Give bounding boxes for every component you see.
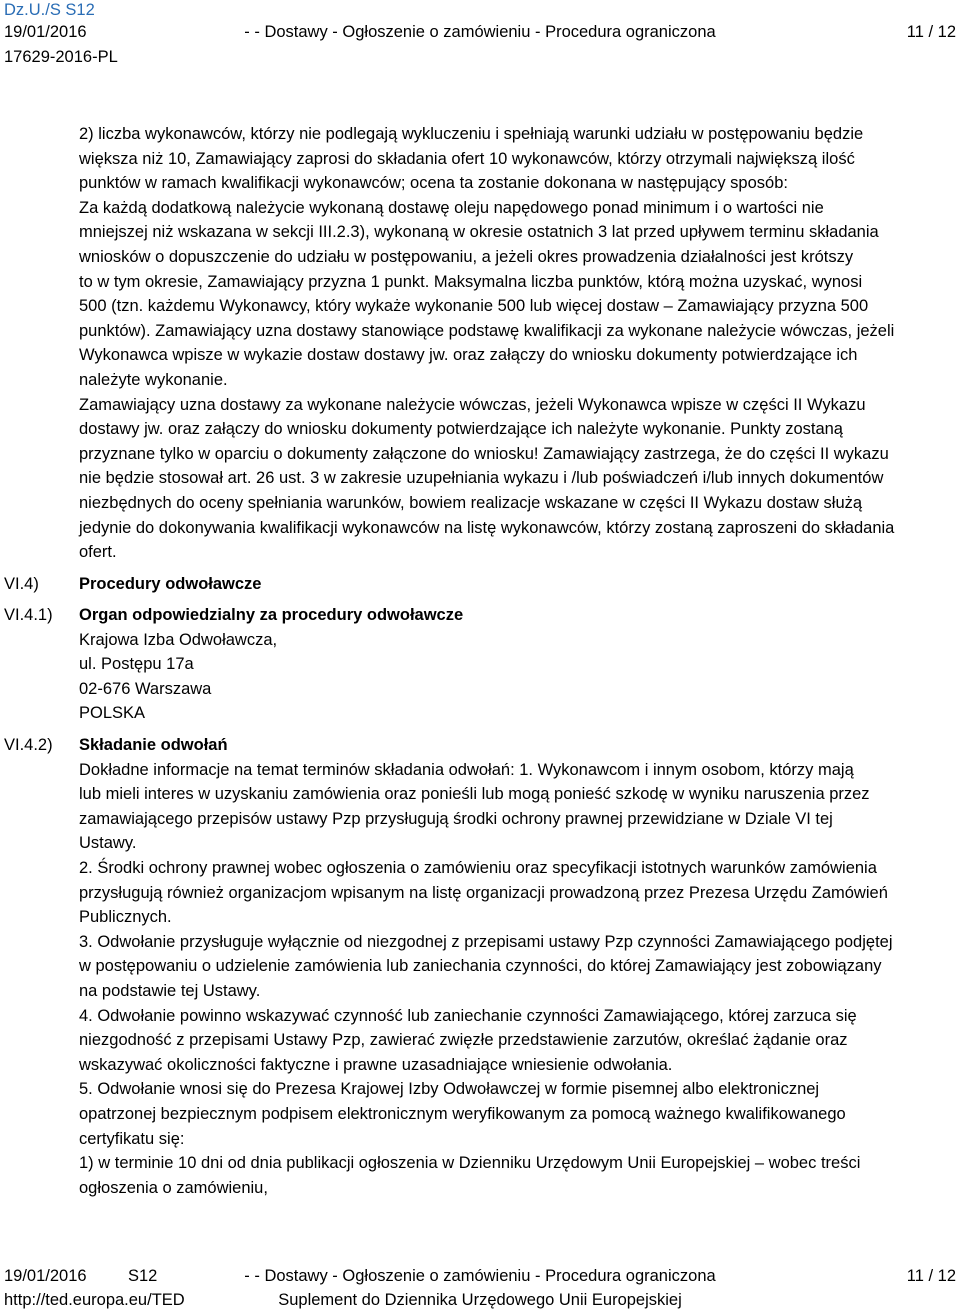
body-line: Wykonawca wpisze w wykazie dostaw dostawy jw. oraz załączy do wniosku dokumenty potwierdzające ich bbox=[79, 346, 858, 365]
section-number: VI.4) bbox=[4, 575, 39, 593]
body-line: większa niż 10, Zamawiający zaprosi do składania ofert 10 wykonawców, którzy otrzymali największą ilość bbox=[79, 149, 855, 168]
body-line: ofert. bbox=[79, 543, 117, 562]
header-date: 19/01/2016 bbox=[4, 23, 87, 41]
body-line: Za każdą dodatkową należycie wykonaną dostawę oleju napędowego ponad minimum i o wartości nie bbox=[79, 198, 824, 217]
footer-date: 19/01/2016 bbox=[4, 1267, 87, 1285]
body-line: jedynie do dokonywania kwalifikacji wykonawców na listę wykonawców, którzy zostaną zaproszeni do składania bbox=[79, 518, 895, 537]
address-line: 02-676 Warszawa bbox=[79, 679, 212, 698]
header-title: - - Dostawy - Ogłoszenie o zamówieniu - Procedura ograniczona bbox=[244, 23, 716, 41]
section-heading-text: Składanie odwołań bbox=[79, 736, 228, 754]
appeal-line: ogłoszenia o zamówieniu, bbox=[79, 1178, 268, 1197]
appeal-line: wskazywać okoliczności faktyczne i prawne uzasadniające wniesienie odwołania. bbox=[79, 1055, 673, 1074]
footer-title: - - Dostawy - Ogłoszenie o zamówieniu - Procedura ograniczona bbox=[244, 1267, 716, 1285]
footer-url: http://ted.europa.eu/TED bbox=[4, 1291, 185, 1309]
section-number: VI.4.1) bbox=[4, 606, 53, 624]
appeal-line: 5. Odwołanie wnosi się do Prezesa Krajowej Izby Odwoławczej w formie pisemnej albo elektronicznej bbox=[79, 1080, 820, 1099]
appeal-line: Dokładne informacje na temat terminów składania odwołań: 1. Wykonawcom i innym osobom, którzy mają bbox=[79, 760, 854, 779]
body-line: 2) liczba wykonawców, którzy nie podlegają wykluczeniu i spełniają warunki udziału w postępowaniu będzie bbox=[79, 125, 864, 143]
body-line: mniejszej niż wskazana w sekcji III.2.3), wykonaną w okresie ostatnich 3 lat przed upływem terminu składania bbox=[79, 223, 879, 242]
body-text bbox=[79, 122, 959, 565]
review-body-section bbox=[79, 603, 959, 726]
address-line: ul. Postępu 17a bbox=[79, 655, 194, 674]
body-line: Zamawiający uzna dostawy za wykonane należycie wówczas, jeżeli Wykonawca wpisze w części II Wykazu bbox=[79, 395, 866, 414]
address-line: POLSKA bbox=[79, 704, 146, 723]
header-page: 11 / 12 bbox=[906, 23, 956, 41]
appeal-line: opatrzonej bezpiecznym podpisem elektronicznym weryfikowanym za pomocą ważnego kwalifikowanego bbox=[79, 1104, 846, 1123]
appeal-line: przysługują również organizacjom wpisanym na listę organizacji prowadzoną przez Prezesa Urzędu Zamówień bbox=[79, 883, 888, 902]
body-line: to w tym okresie, Zamawiający przyzna 1 punkt. Maksymalna liczba punktów, którą można uzyskać, wynosi bbox=[79, 272, 863, 291]
appeal-line: 1) w terminie 10 dni od dnia publikacji ogłoszenia w Dzienniku Urzędowym Unii Europejskiej – wobec treści bbox=[79, 1154, 861, 1173]
body-line: dostawy jw. oraz załączy do wniosku dokumenty potwierdzające ich należyte wykonanie. Punkty zostaną bbox=[79, 420, 843, 439]
appeal-line: zamawiającego przepisów ustawy Pzp przysługują środki ochrony prawnej przewidziane w Dziale VI tej bbox=[79, 809, 833, 828]
appeal-line: certyfikatu się: bbox=[79, 1129, 185, 1148]
appeal-line: niezgodność z przepisami Ustawy Pzp, zawierać zwięzłe przedstawienie zarzutów, określać żądanie oraz bbox=[79, 1031, 848, 1050]
appeals-section bbox=[79, 733, 959, 1200]
appeal-line: 2. Środki ochrony prawnej wobec ogłoszenia o zamówieniu oraz specyfikacji istotnych warunków zamówienia bbox=[79, 858, 877, 877]
footer-series: S12 bbox=[128, 1267, 158, 1285]
appeal-line: 4. Odwołanie powinno wskazywać czynność lub zaniechanie czynności Zamawiającego, której zarzuca się bbox=[79, 1006, 857, 1025]
body-line: przyznane tylko w oparciu o dokumenty załączone do wniosku! Zamawiający zastrzega, że do części II wykazu bbox=[79, 444, 889, 463]
body-line: 500 (tzn. każdemu Wykonawcy, który wykaże wykonanie 500 lub więcej dostaw – Zamawiający przyzna 500 bbox=[79, 297, 869, 316]
section-number: VI.4.2) bbox=[4, 736, 53, 754]
section-heading-text: Organ odpowiedzialny za procedury odwoławcze bbox=[79, 606, 464, 624]
footer-supplement: Suplement do Dziennika Urzędowego Unii Europejskiej bbox=[278, 1291, 682, 1309]
section-heading-text: Procedury odwoławcze bbox=[79, 575, 262, 593]
appeal-line: Ustawy. bbox=[79, 834, 137, 853]
body-line: wniosków o dopuszczenie do udziału w postępowaniu, a jeżeli okres prowadzenia działalności jest krótszy bbox=[79, 247, 854, 266]
address-line: Krajowa Izba Odwoławcza, bbox=[79, 630, 278, 649]
body-line: niezbędnych do oceny spełniania warunków, bowiem realizacje wskazane w części II Wykazu dostaw służą bbox=[79, 493, 863, 512]
appeal-line: Publicznych. bbox=[79, 908, 172, 927]
appeal-line: lub mieli interes w uzyskaniu zamówienia oraz ponieśli lub mogą ponieść szkodę w wyniku naruszenia przez bbox=[79, 785, 870, 804]
section-heading bbox=[79, 572, 959, 597]
appeal-line: na podstawie tej Ustawy. bbox=[79, 981, 261, 1000]
body-line: punktów). Zamawiający uzna dostawy stanowiące podstawę kwalifikacji za wykonane należycie wówczas, jeżeli bbox=[79, 321, 895, 340]
footer-page: 11 / 12 bbox=[906, 1267, 956, 1285]
body-line: punktów w ramach kwalifikacji wykonawców; ocena ta zostanie dokonana w następujący sposób: bbox=[79, 174, 788, 193]
body-line: należyte wykonanie. bbox=[79, 370, 228, 389]
appeal-line: 3. Odwołanie przysługuje wyłącznie od niezgodnej z przepisami ustawy Pzp czynności Zamawiającego podjętej bbox=[79, 932, 893, 951]
body-line: nie będzie stosował art. 26 ust. 3 w zakresie uzupełniania wykazu i /lub poświadczeń i/lub innych dokumentów bbox=[79, 469, 884, 488]
journal-label: Dz.U./S S12 bbox=[4, 1, 95, 19]
appeal-line: w postępowaniu o udzielenie zamówienia lub zaniechania czynności, do której Zamawiający jest zobowiązany bbox=[79, 957, 882, 976]
header-number: 17629-2016-PL bbox=[4, 48, 118, 66]
